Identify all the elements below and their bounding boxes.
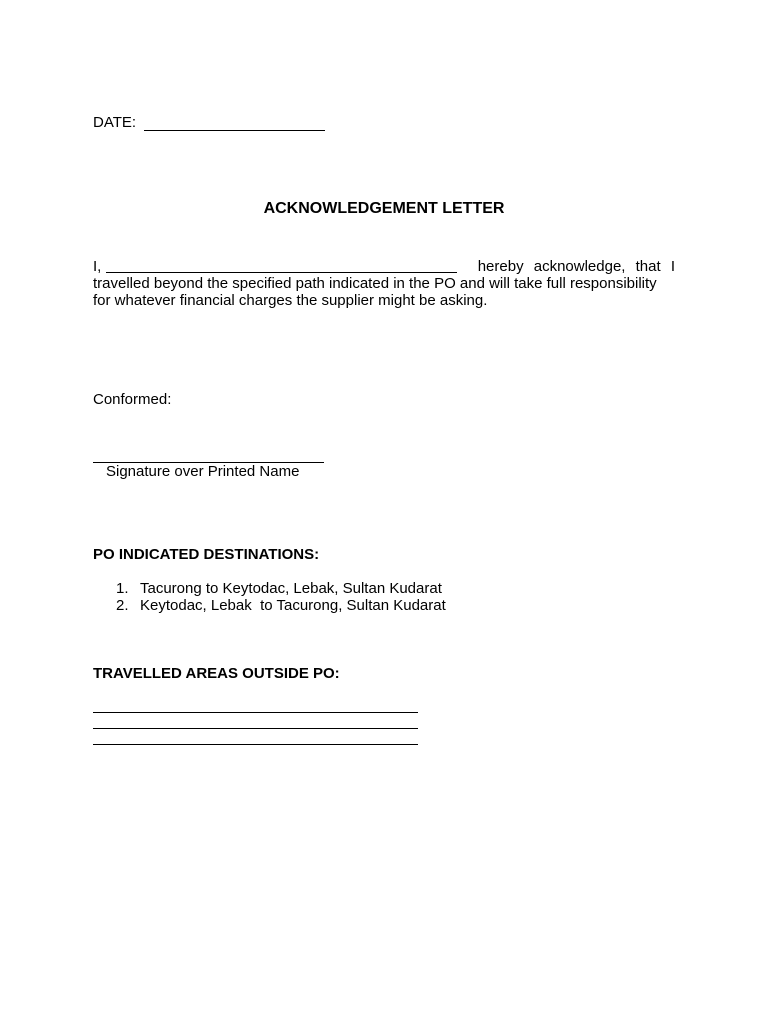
list-item <box>93 580 442 597</box>
acknowledgement-paragraph <box>93 258 675 309</box>
travelled-blank-line-2 <box>93 728 418 729</box>
name-blank-line <box>106 272 457 273</box>
po-destinations-list <box>93 580 446 614</box>
list-item-number: 1. <box>116 580 129 597</box>
travelled-blank-line-1 <box>93 712 418 713</box>
travelled-blank-line-3 <box>93 744 418 745</box>
paragraph-prefix: I, <box>93 258 102 275</box>
paragraph-line-2: travelled beyond the specified path indicated in the PO and will take full responsibility <box>93 275 657 292</box>
paragraph-line-3: for whatever financial charges the supplier might be asking. <box>93 292 488 309</box>
date-blank-line <box>144 130 325 131</box>
list-item <box>93 597 446 614</box>
list-item-text: Keytodac, Lebak to Tacurong, Sultan Kudarat <box>140 597 446 614</box>
travelled-outside-heading: TRAVELLED AREAS OUTSIDE PO: <box>93 665 340 682</box>
po-destinations-heading: PO INDICATED DESTINATIONS: <box>93 546 320 563</box>
conformed-label: Conformed: <box>93 391 172 408</box>
date-label: DATE: <box>93 114 137 131</box>
signature-label: Signature over Printed Name <box>106 463 300 480</box>
paragraph-ack-text: hereby acknowledge, that I <box>477 258 675 275</box>
paragraph-line-1 <box>93 258 675 275</box>
document-title: ACKNOWLEDGEMENT LETTER <box>263 200 505 217</box>
list-item-number: 2. <box>116 597 129 614</box>
list-item-text: Tacurong to Keytodac, Lebak, Sultan Kudarat <box>140 580 442 597</box>
